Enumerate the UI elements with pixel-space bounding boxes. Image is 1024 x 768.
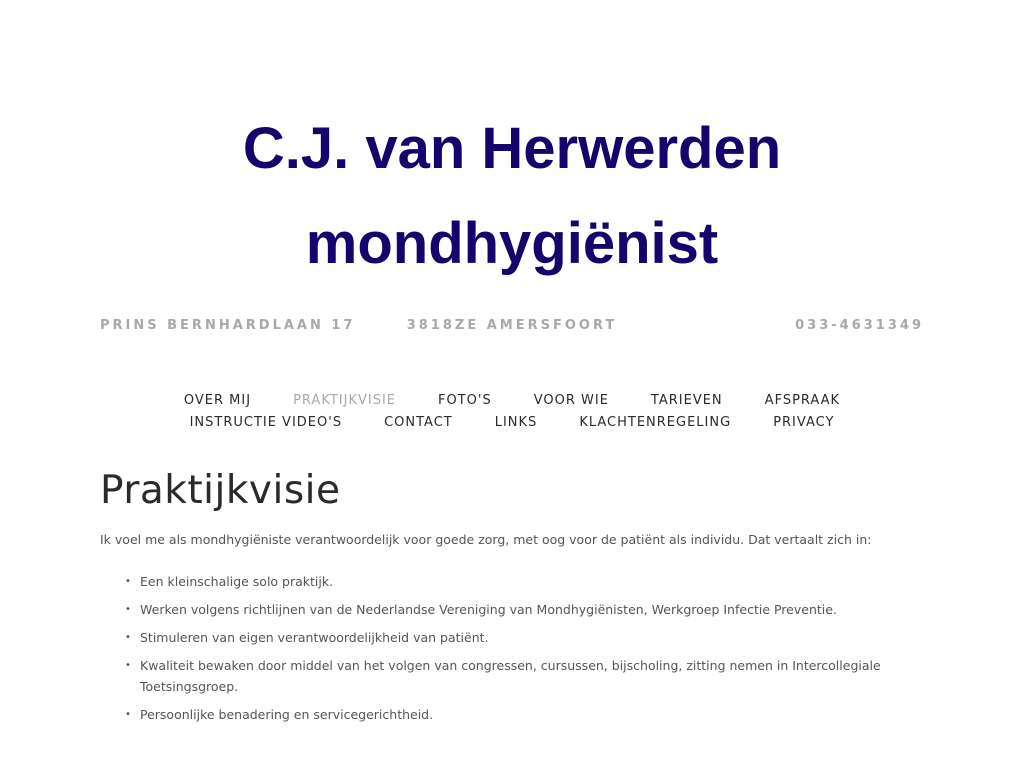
city-text: 3818ZE AMERSFOORT <box>406 318 618 333</box>
nav-item-afspraak[interactable]: AFSPRAAK <box>764 393 841 408</box>
intro-paragraph: Ik voel me als mondhygiëniste verantwoordelijk voor goede zorg, met oog voor de patiënt als individu. Dat vertaalt zich in: <box>100 532 872 547</box>
nav-item-klachtenregeling[interactable]: KLACHTENREGELING <box>579 415 732 430</box>
nav-row-2 <box>120 412 904 434</box>
vision-list <box>100 571 940 732</box>
page-title: Praktijkvisie <box>100 468 341 513</box>
nav-item-fotos[interactable]: FOTO'S <box>438 393 492 408</box>
list-item: • Werken volgens richtlijnen van de Nederlandse Vereniging van Mondhygiënisten, Werkgroep Infectie Preventie. <box>140 599 940 620</box>
list-item: • Stimuleren van eigen verantwoordelijkheid van patiënt. <box>140 627 940 648</box>
main-navigation <box>120 390 904 434</box>
nav-item-voor-wie[interactable]: VOOR WIE <box>533 393 609 408</box>
list-item: • Een kleinschalige solo praktijk. <box>140 571 940 592</box>
site-title-line-2[interactable]: mondhygiënist <box>305 211 719 276</box>
nav-item-tarieven[interactable]: TARIEVEN <box>650 393 723 408</box>
nav-item-over-mij[interactable]: OVER MIJ <box>183 393 252 408</box>
nav-item-contact[interactable]: CONTACT <box>384 415 453 430</box>
nav-row-1 <box>120 390 904 412</box>
nav-item-privacy[interactable]: PRIVACY <box>773 415 835 430</box>
phone-text[interactable]: 033-4631349 <box>795 318 924 333</box>
nav-item-instructie-videos[interactable]: INSTRUCTIE VIDEO'S <box>189 415 343 430</box>
list-item: • Kwaliteit bewaken door middel van het volgen van congressen, cursussen, bijscholing, zitting nemen in Intercollegiale Toetsingsgroep. <box>140 655 940 697</box>
site-title-line-1[interactable]: C.J. van Herwerden <box>242 116 782 181</box>
list-item: • Persoonlijke benadering en servicegerichtheid. <box>140 704 940 725</box>
nav-item-links[interactable]: LINKS <box>494 415 538 430</box>
address-text: PRINS BERNHARDLAAN 17 <box>100 318 356 333</box>
nav-item-praktijkvisie[interactable]: PRAKTIJKVISIE <box>293 393 396 408</box>
